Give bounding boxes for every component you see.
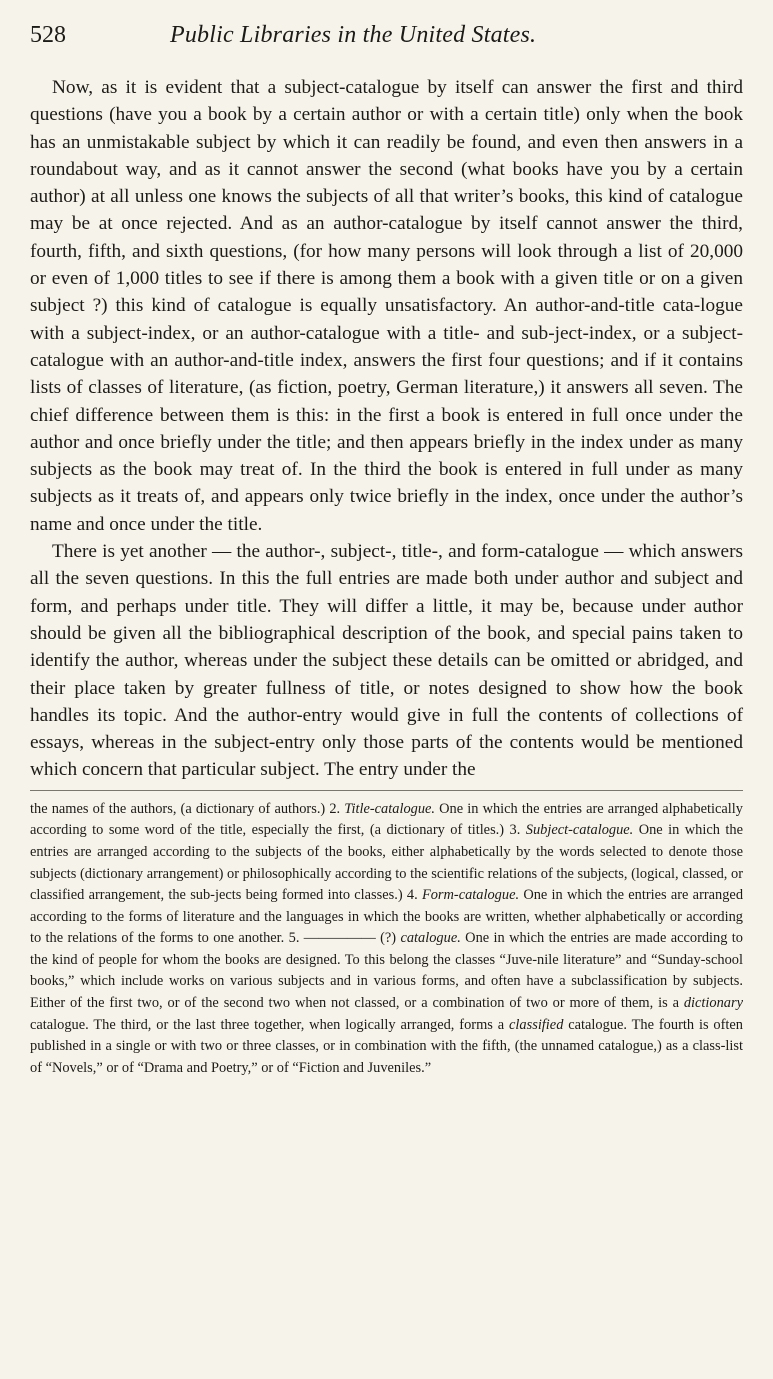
footnote-segment: One in which the entries are arranged alphabetically according to some word of the title, especially the first, (a dictionary of titles.) 3.: [30, 800, 743, 839]
footnote-italic-term: Subject-catalogue.: [525, 822, 634, 839]
footnote-italic-term: dictionary: [683, 995, 743, 1012]
main-text: [30, 74, 743, 784]
footnote-segment: the names of the authors, (a dictionary of authors.) 2.: [30, 800, 345, 817]
page-header: [30, 22, 743, 64]
footnote-italic-term: Title-catalogue.: [344, 800, 436, 817]
footnote-italic-term: Form-catalogue.: [421, 887, 520, 904]
footnote: [30, 799, 743, 1080]
footnote-segment: One in which the entries are arranged according to the subjects of the books, either alphabetically by the words selected to denote those subjects (dictionary arrangement) or philosophically according to the scientific relations of the subjects, (logical, classed, or classified arrangement, the sub-jects being formed into classes.) 4.: [30, 822, 743, 904]
footnote-segment: One in which the entries are made according to the kind of people for whom the books are designed. To this belong the classes “Juve-nile literature” and “Sunday-school books,” which include works on various subjects and in various forms, and often have a subclassification by subjects. Either of the first two, or of the second two when not classed, or a combination of two or more of them, is a: [30, 930, 743, 1012]
footnote-segment: catalogue. The third, or the last three together, when logically arranged, forms a: [30, 1016, 510, 1033]
footnote-italic-term: catalogue.: [400, 930, 461, 947]
body-paragraph: There is yet another — the author-, subject-, title-, and form-catalogue — which answers all the seven questions. In this the full entries are made both under author and subject and form, and perhaps under title. They will differ a little, it may be, because under author should be given all the bibliographical description of the book, and special pains taken to identify the author, whereas under the subject these details can be omitted or abridged, and their place taken by greater fullness of title, or notes designed to show how the book handles its topic. And the author-entry would give in full the contents of collections of essays, whereas in the subject-entry only those parts of the contents would be mentioned which concern that particular subject. The entry under the: [30, 541, 743, 781]
body-paragraph: Now, as it is evident that a subject-catalogue by itself can answer the first and third questions (have you a book by a certain author or with a certain title) only when the book has an unmistakable subject by which it can readily be found, and even then answers in a roundabout way, and as it cannot answer the second (what books have you by a certain author) at all unless one knows the subjects of all that writer’s books, this kind of catalogue may be at once rejected. And as an author-catalogue by itself cannot answer the third, fourth, fifth, and sixth questions, (for how many persons will look through a list of 20,000 or even of 1,000 titles to see if there is among them a book with a given title or on a given subject ?) this kind of catalogue is equally unsatisfactory. An author-and-title cata-logue with a subject-index, or an author-catalogue with a title- and sub-ject-index, or a subject-catalogue with an author-and-title index, answers the first four questions; and if it contains lists of classes of literature, (as fiction, poetry, German literature,) it answers all seven. The chief difference between them is this: in the first a book is entered in full once under the author and once briefly under the title; and then appears briefly in the index under as many subjects as the book may treat of. In the third the book is entered in full under as many subjects as it treats of, and appears only twice briefly in the index, once under the author’s name and once under the title.: [30, 77, 743, 535]
running-title: Public Libraries in the United States.: [170, 22, 537, 48]
footnote-text: [30, 799, 743, 1080]
footnote-divider: [30, 790, 743, 791]
book-page: [30, 22, 743, 1079]
footnote-segment: catalogue. The fourth is often published in a single or with two or three classes, or in combination with the fifth, (the unnamed catalogue,) as a class-list of “Novels,” or of “Drama and Poetry,” or of “Fiction and Juveniles.”: [30, 1016, 743, 1076]
page-number: 528: [30, 22, 66, 48]
footnote-segment: One in which the entries are arranged according to the forms of literature and the languages in which the books are written, whether alphabetically or according to the relations of the forms to one another. 5. ————— (?): [30, 887, 744, 947]
footnote-italic-term: classified: [509, 1016, 564, 1033]
